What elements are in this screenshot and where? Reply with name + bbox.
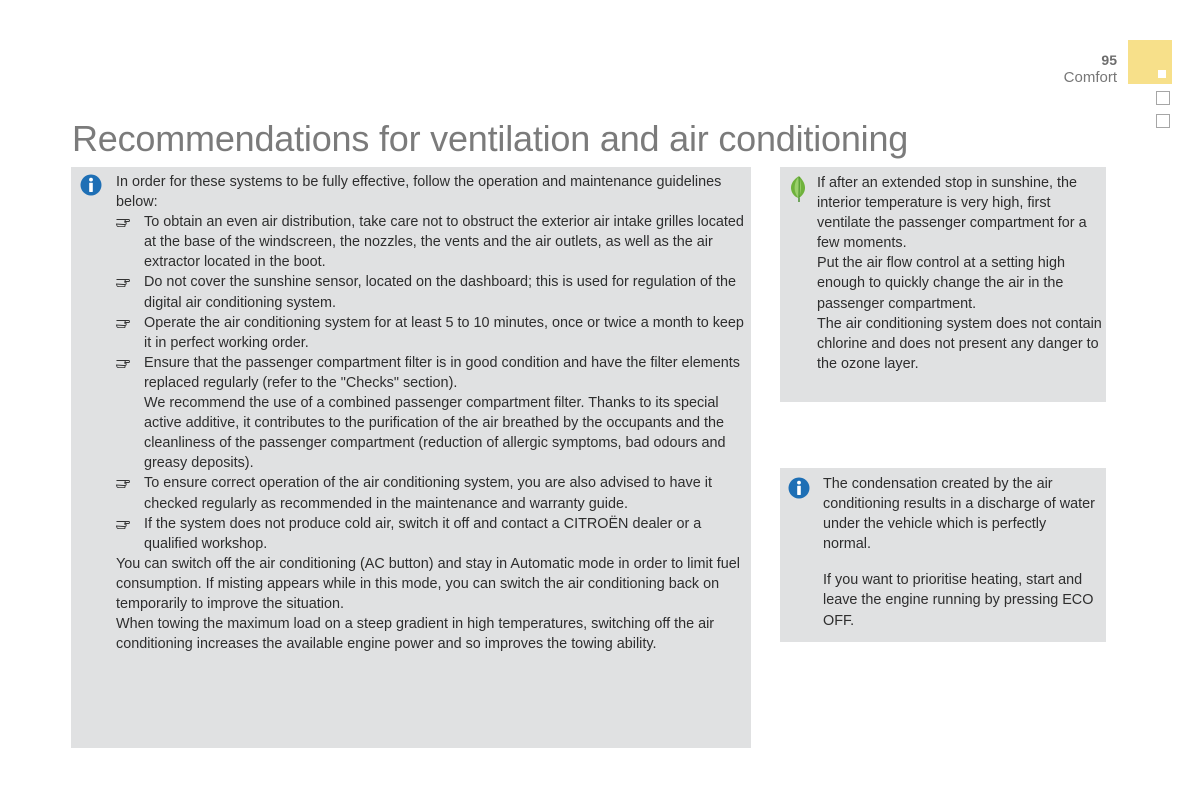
page-number: 95 <box>1101 52 1117 68</box>
list-item <box>116 212 746 272</box>
bullet-text: Do not cover the sunshine sensor, located on the dashboard; this is used for regulation of the digital air conditioning system. <box>144 274 736 311</box>
bullet-text: If the system does not produce cold air, switch it off and contact a CITROËN dealer or a qualified workshop. <box>144 515 702 552</box>
bullet-text: To ensure correct operation of the air conditioning system, you are also advised to have it checked regularly as recommended in the maintenance and warranty guide. <box>144 475 712 512</box>
info-icon <box>788 477 810 499</box>
eco-panel <box>780 167 1106 402</box>
eco-paragraph-3: The air conditioning system does not contain chlorine and does not present any danger to the ozone layer. <box>817 315 1102 372</box>
condensation-paragraph: The condensation created by the air conditioning results in a discharge of water under the vehicle which is perfectly normal. <box>823 476 1095 553</box>
main-panel <box>71 167 751 748</box>
guideline-list <box>116 212 746 554</box>
chapter-tab-3[interactable] <box>1156 114 1170 128</box>
bullet-text: Ensure that the passenger compartment filter is in good condition and have the filter elements replaced regularly (refer to the "Checks" section). <box>144 354 740 391</box>
condensation-text <box>823 474 1098 631</box>
page-title: Recommendations for ventilation and air conditioning <box>72 118 909 159</box>
pointing-hand-icon <box>116 476 130 488</box>
ac-off-text: You can switch off the air conditioning (AC button) and stay in Automatic mode in order to limit fuel consumption. If misting appears while in this mode, you can switch the air conditioning back on temporarily to improve the situation. <box>116 555 740 612</box>
list-item <box>116 514 746 554</box>
chapter-tab-2[interactable] <box>1156 91 1170 105</box>
chapter-tab[interactable] <box>1128 40 1172 84</box>
section-name: Comfort <box>1063 69 1117 86</box>
bullet-extra-text: We recommend the use of a combined passenger compartment filter. Thanks to its special active additive, it contributes to the purification of the air breathed by the occupants and the cleanliness of the passenger compartment (reduction of allergic symptoms, bad odours and greasy deposits). <box>144 395 726 472</box>
eco-paragraph-1: If after an extended stop in sunshine, the interior temperature is very high, first ventilate the passenger compartment for a few moments. <box>817 175 1087 252</box>
towing-text: When towing the maximum load on a steep gradient in high temperatures, switching off the air conditioning increases the available engine power and so improves the towing ability. <box>116 616 715 653</box>
pointing-hand-icon <box>116 275 130 287</box>
eco-text <box>817 173 1102 374</box>
bullet-text: Operate the air conditioning system for at least 5 to 10 minutes, once or twice a month to keep it in perfect working order. <box>144 314 744 351</box>
list-item <box>116 313 746 353</box>
info-icon <box>80 174 102 196</box>
intro-text: In order for these systems to be fully effective, follow the operation and maintenance guidelines below: <box>116 174 722 211</box>
tab-marker <box>1158 70 1166 78</box>
list-item <box>116 473 746 513</box>
leaf-icon <box>788 175 810 203</box>
list-item <box>116 272 746 312</box>
main-text <box>116 172 746 654</box>
list-item <box>116 353 746 474</box>
bullet-text: To obtain an even air distribution, take care not to obstruct the exterior air intake grilles located at the base of the windscreen, the nozzles, the vents and the air outlets, as well as the air extractor located in the boot. <box>144 214 744 271</box>
pointing-hand-icon <box>116 517 130 529</box>
heating-paragraph: If you want to prioritise heating, start and leave the engine running by pressing ECO OFF. <box>823 572 1094 629</box>
pointing-hand-icon <box>116 356 130 368</box>
pointing-hand-icon <box>116 316 130 328</box>
eco-paragraph-2: Put the air flow control at a setting high enough to quickly change the air in the passenger compartment. <box>817 255 1065 312</box>
condensation-panel <box>780 468 1106 642</box>
pointing-hand-icon <box>116 215 130 227</box>
